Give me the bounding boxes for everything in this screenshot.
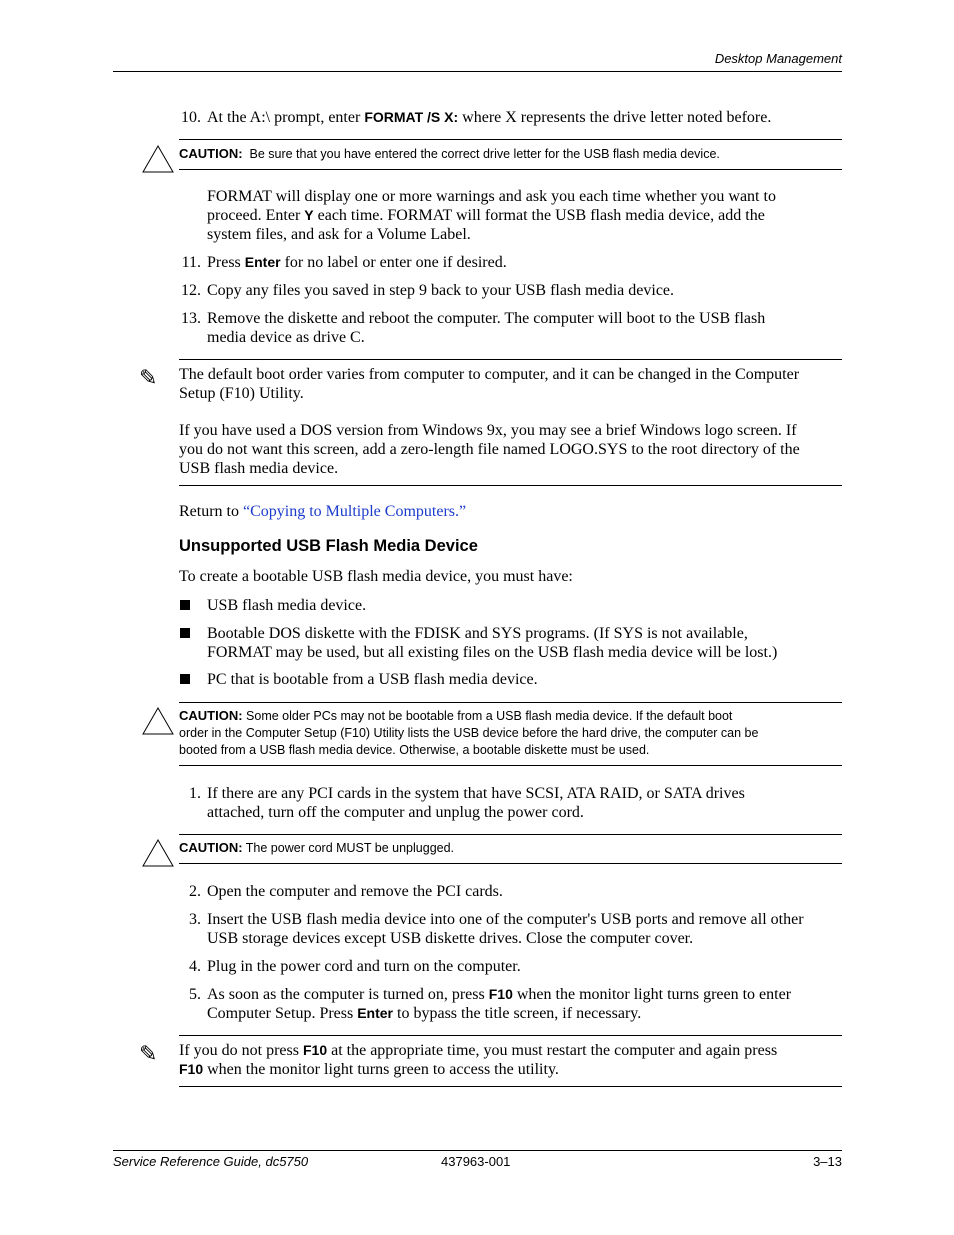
caution-rule-bottom [179, 765, 842, 766]
step-13-text: Remove the diskette and reboot the computer. The computer will boot to the USB flash media device as drive C. [207, 310, 766, 346]
caution-text: CAUTION: The power cord MUST be unplugged. [179, 840, 455, 855]
caution-rule-bottom [179, 169, 842, 170]
list-item: Bootable DOS diskette with the FDISK and SYS programs. (If SYS is not available, FORMAT may be used, but all existing files on the USB flash media device will be lost.) [207, 625, 778, 661]
step-12-text: Copy any files you saved in step 9 back to your USB flash media device. [207, 282, 675, 299]
note-text: If you have used a DOS version from Windows 9x, you may see a brief Windows logo screen. If you do not want this screen, add a zero-length file named LOGO.SYS to the root directory of the USB flash media device. [179, 422, 800, 477]
note-rule-bottom [179, 485, 842, 486]
step-number: 5. [189, 986, 201, 1003]
step-5-text: As soon as the computer is turned on, press F10 when the monitor light turns green to enter Computer Setup. Press Enter to bypass the title screen, if necessary. [207, 986, 792, 1022]
footer-rule [113, 1150, 842, 1151]
footer-guide-title: Service Reference Guide, dc5750 [113, 1154, 309, 1169]
header-rule [113, 71, 842, 72]
pencil-note-icon: ✎ [139, 1042, 158, 1067]
step-3-text: Insert the USB flash media device into one of the computer's USB ports and remove all other USB storage devices except USB diskette drives. Close the computer cover. [207, 911, 804, 947]
section-intro: To create a bootable USB flash media device, you must have: [179, 568, 573, 585]
note-rule-top [179, 1035, 842, 1036]
step-1-text: If there are any PCI cards in the system that have SCSI, ATA RAID, or SATA drives attached, turn off the computer and unplug the power cord. [207, 785, 745, 821]
caution-text: CAUTION: Some older PCs may not be bootable from a USB flash media device. If the default boot order in the Computer Setup (F10) Utility lists the USB device before the hard drive, the computer can be booted from a USB flash media device. Otherwise, a bootable diskette must be used. [179, 708, 759, 757]
caution-icon [141, 706, 175, 736]
format-paragraph: FORMAT will display one or more warnings and ask you each time whether you want to proceed. Enter Y each time. FORMAT will format the USB flash media device, add the system files, and ask for a Volume Label. [207, 188, 776, 243]
list-item: PC that is bootable from a USB flash media device. [207, 671, 538, 688]
step-number: 2. [189, 883, 201, 900]
step-11-text: Press Enter for no label or enter one if desired. [207, 254, 507, 271]
step-number: 11. [181, 254, 201, 271]
return-line: Return to “Copying to Multiple Computers.” [179, 503, 467, 520]
caution-icon [141, 838, 175, 868]
pencil-note-icon: ✎ [139, 366, 158, 391]
note-text: The default boot order varies from computer to computer, and it can be changed in the Computer Setup (F10) Utility. [179, 366, 800, 402]
step-number: 4. [189, 958, 201, 975]
footer-page-number: 3–13 [813, 1154, 842, 1169]
copying-link[interactable]: “Copying to Multiple Computers.” [243, 503, 467, 520]
step-number: 10. [181, 109, 201, 126]
note-text: If you do not press F10 at the appropriate time, you must restart the computer and again press F10 when the monitor light turns green to access the utility. [179, 1042, 778, 1078]
step-number: 13. [181, 310, 201, 327]
caution-rule-top [179, 834, 842, 835]
section-heading: Unsupported USB Flash Media Device [179, 537, 478, 555]
step-number: 1. [189, 785, 201, 802]
note-rule-bottom [179, 1086, 842, 1087]
command-text: FORMAT /S X: [364, 109, 459, 125]
bullet-icon [180, 674, 190, 684]
list-item: USB flash media device. [207, 597, 367, 614]
footer-part-number: 437963-001 [441, 1154, 511, 1169]
caution-icon [141, 144, 175, 174]
step-10-text: At the A:\ prompt, enter FORMAT /S X: where X represents the drive letter noted before. [207, 109, 772, 126]
step-4-text: Plug in the power cord and turn on the computer. [207, 958, 521, 975]
bullet-icon [180, 628, 190, 638]
step-number: 12. [181, 282, 201, 299]
caution-rule-top [179, 139, 842, 140]
running-header: Desktop Management [714, 51, 842, 66]
note-rule-top [179, 359, 842, 360]
step-number: 3. [189, 911, 201, 928]
caution-text: CAUTION: Be sure that you have entered the correct drive letter for the USB flash media device. [179, 146, 720, 161]
step-2-text: Open the computer and remove the PCI cards. [207, 883, 503, 900]
caution-rule-bottom [179, 863, 842, 864]
caution-rule-top [179, 702, 842, 703]
bullet-icon [180, 600, 190, 610]
